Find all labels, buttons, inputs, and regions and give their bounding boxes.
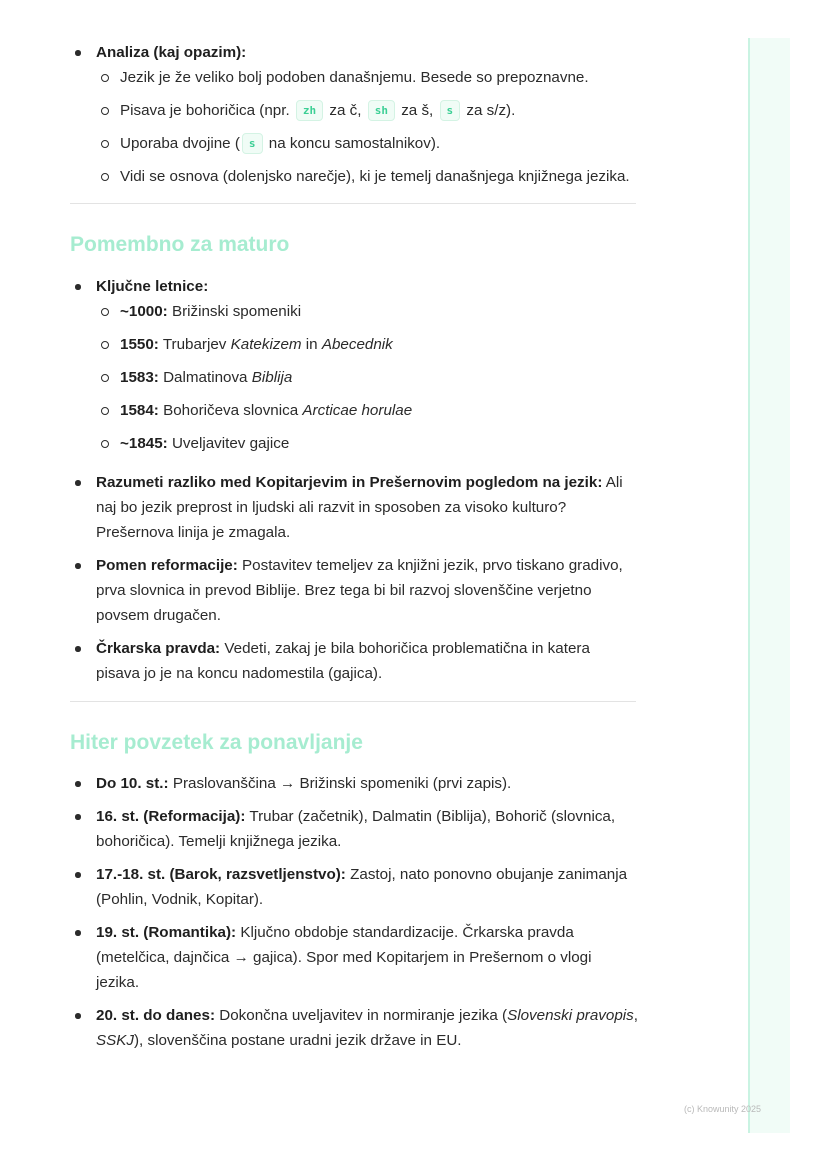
item-text: Ali naj bo jezik preprost in ljudski ali razvit in sposoben za visoko kulturo? Prešernova linija je zmagala. (96, 474, 623, 541)
item-text: Vedeti, zakaj je bila bohoričica problematična in katera pisava jo je na koncu nadomestila (gajica). (96, 640, 590, 682)
year-label: ~1000: (120, 303, 168, 320)
item-bold: 19. st. (Romantika): (96, 924, 237, 941)
list-item (70, 274, 638, 456)
item-text: , (633, 1007, 638, 1024)
item-text: za š, (401, 102, 434, 119)
item-text: Ključno obdobje standardizacije. Črkarska pravda (metelčica, dajnčica → gajica). Spor med Kopitarjem in Prešernom o vlogi jezika. (96, 924, 592, 991)
item-text: Praslovanščina → Brižinski spomeniki (prvi zapis). (172, 775, 512, 792)
item-bold: Pomen reformacije: (96, 557, 238, 574)
item-text: Jezik je že veliko bolj podoben današnjemu. Besede so prepoznavne. (120, 69, 589, 86)
item-bold: 16. st. (Reformacija): (96, 808, 246, 825)
item-text: Vidi se osnova (dolenjsko narečje), ki je temelj današnjega knjižnega jezika. (120, 168, 630, 185)
list-item (70, 636, 638, 686)
year-item (96, 299, 638, 324)
analysis-list (70, 40, 638, 189)
year-item (96, 431, 638, 456)
list-item (96, 164, 638, 189)
list-item (70, 920, 638, 995)
item-text: Zastoj, nato ponovno obujanje zanimanja (Pohlin, Vodnik, Kopitar). (96, 866, 628, 908)
inline-code: zh (296, 100, 323, 121)
year-text: Uveljavitev gajice (171, 435, 290, 452)
key-years-title: Ključne letnice: (96, 278, 209, 295)
item-text-italic: SSKJ (96, 1032, 134, 1049)
year-text: Brižinski spomeniki (171, 303, 302, 320)
list-item (70, 862, 638, 912)
inline-code: s (440, 100, 461, 121)
summary-list (70, 771, 638, 1053)
side-margin-strip (748, 38, 790, 1133)
inline-code: s (242, 133, 263, 154)
year-text-italic: Abecednik (321, 336, 393, 353)
list-item (96, 65, 638, 90)
analysis-item (70, 40, 638, 189)
divider (70, 203, 636, 204)
copyright-footer: (c) Knowunity 2025 (684, 1104, 762, 1114)
year-item (96, 365, 638, 390)
analysis-title: Analiza (kaj opazim): (96, 44, 247, 61)
item-text: Dokončna uveljavitev in normiranje jezika ( (219, 1007, 508, 1024)
list-item (96, 131, 638, 156)
key-years-list (96, 299, 638, 456)
inline-code: sh (368, 100, 395, 121)
year-label: 1583: (120, 369, 159, 386)
item-text: za s/z). (466, 102, 516, 119)
item-bold: Razumeti razliko med Kopitarjevim in Prešernovim pogledom na jezik: (96, 474, 603, 491)
year-label: 1584: (120, 402, 159, 419)
divider (70, 701, 636, 702)
item-bold: Črkarska pravda: (96, 640, 221, 657)
item-bold: 20. st. do danes: (96, 1007, 216, 1024)
year-text: in (305, 336, 318, 353)
list-item (70, 553, 638, 628)
list-item (70, 771, 638, 796)
item-text: Uporaba dvojine ( (120, 135, 240, 152)
item-bold: 17.-18. st. (Barok, razsvetljenstvo): (96, 866, 346, 883)
year-text: Trubarjev (162, 336, 227, 353)
document-content (70, 40, 638, 1061)
item-text: Pisava je bohoričica (npr. (120, 102, 290, 119)
list-item (96, 98, 638, 123)
item-text: Trubar (začetnik), Dalmatin (Biblija), Bohorič (slovnica, bohoričica). Temelji knjižnega jezika. (96, 808, 616, 850)
year-label: 1550: (120, 336, 159, 353)
list-item (70, 1003, 638, 1053)
list-item (70, 804, 638, 854)
item-text: Postavitev temeljev za knjižni jezik, prvo tiskano gradivo, prva slovnica in prevod Biblije. Brez tega bi bil razvoj slovenščine verjetno povsem drugačen. (96, 557, 623, 624)
section-heading-summary: Hiter povzetek za ponavljanje (70, 731, 363, 754)
year-text: Dalmatinova (163, 369, 248, 386)
year-text-italic: Arcticae horulae (302, 402, 413, 419)
item-text: ), slovenščina postane uradni jezik države in EU. (133, 1032, 462, 1049)
item-text: na koncu samostalnikov). (268, 135, 441, 152)
item-text: za č, (329, 102, 362, 119)
list-item (70, 470, 638, 545)
section-heading-matura: Pomembno za maturo (70, 233, 290, 256)
item-text-italic: Slovenski pravopis (507, 1007, 634, 1024)
year-item (96, 332, 638, 357)
matura-list (70, 274, 638, 686)
item-bold: Do 10. st.: (96, 775, 169, 792)
year-item (96, 398, 638, 423)
year-text-italic: Katekizem (230, 336, 302, 353)
year-text: Bohoričeva slovnica (163, 402, 299, 419)
year-label: ~1845: (120, 435, 168, 452)
analysis-sublist (96, 65, 638, 189)
year-text-italic: Biblija (251, 369, 293, 386)
